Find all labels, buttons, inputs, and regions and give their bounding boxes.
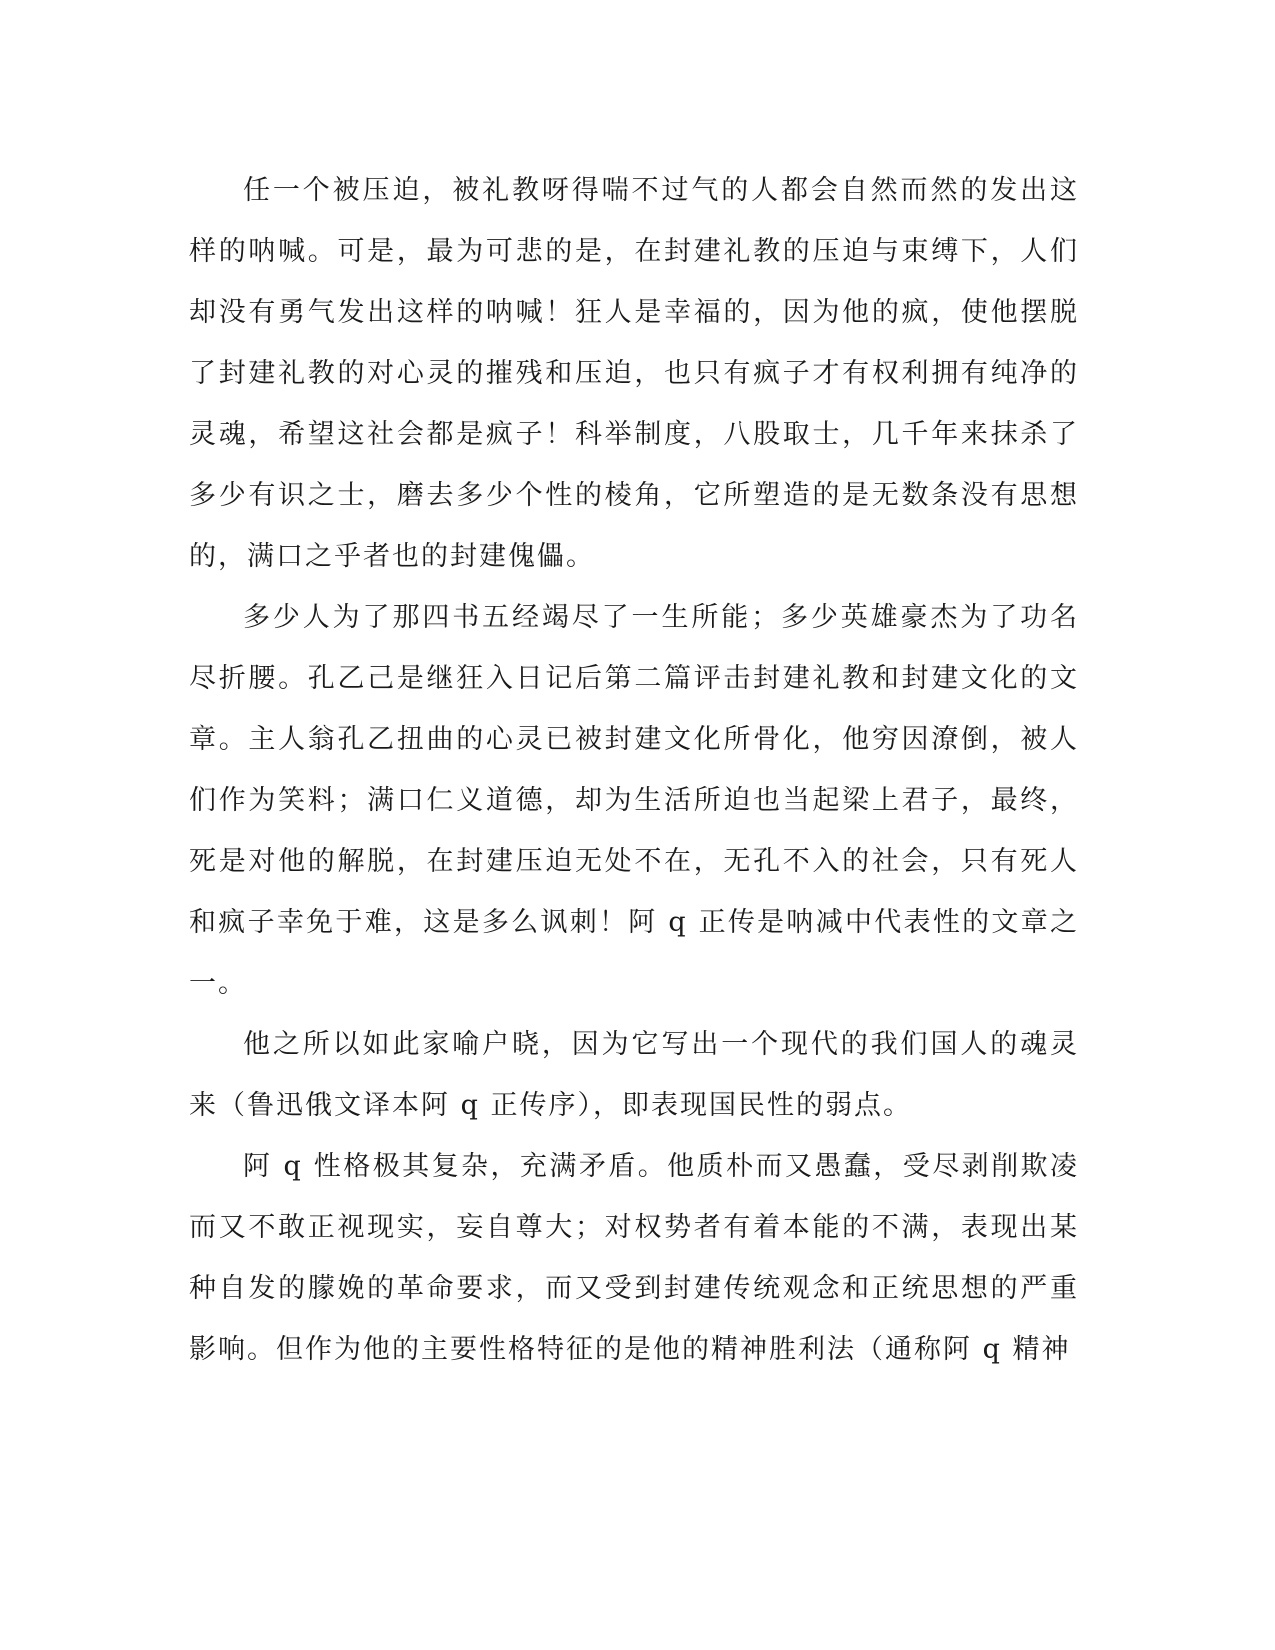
paragraph-1: 任一个被压迫，被礼教呀得喘不过气的人都会自然而然的发出这样的呐喊。可是，最为可悲的是，在封建礼教的压迫与束缚下，人们却没有勇气发出这样的呐喊！狂人是幸福的，因为他的疯，使他摆脱了封建礼教的对心灵的摧残和压迫，也只有疯子才有权利拥有纯净的灵魂，希望这社会都是疯子！科举制度，八股取士，几千年来抹杀了多少有识之士，磨去多少个性的棱角，它所塑造的是无数条没有思想的，满口之乎者也的封建傀儡。 bbox=[189, 175, 1079, 572]
paragraph-4: 阿 q 性格极其复杂，充满矛盾。他质朴而又愚蠢，受尽剥削欺凌而又不敢正视现实，妄自尊大；对权势者有着本能的不满，表现出某种自发的朦娩的革命要求，而又受到封建传统观念和正统思想的严重影响。但作为他的主要性格特征的是他的精神胜利法（通称阿 q 精神 bbox=[189, 1151, 1079, 1365]
paragraph-3: 他之所以如此家喻户晓，因为它写出一个现代的我们国人的魂灵来（鲁迅俄文译本阿 q 正传序），即表现国民性的弱点。 bbox=[189, 1029, 1079, 1121]
paragraph-2: 多少人为了那四书五经竭尽了一生所能；多少英雄豪杰为了功名尽折腰。孔乙己是继狂入日记后第二篇评击封建礼教和封建文化的文章。主人翁孔乙扭曲的心灵已被封建文化所骨化，他穷因潦倒，被人们作为笑料；满口仁义道德，却为生活所迫也当起梁上君子，最终，死是对他的解脱，在封建压迫无处不在，无孔不入的社会，只有死人和疯子幸免于难，这是多么讽刺！阿 q 正传是呐减中代表性的文章之一。 bbox=[189, 602, 1079, 999]
document-body bbox=[189, 160, 1079, 1380]
